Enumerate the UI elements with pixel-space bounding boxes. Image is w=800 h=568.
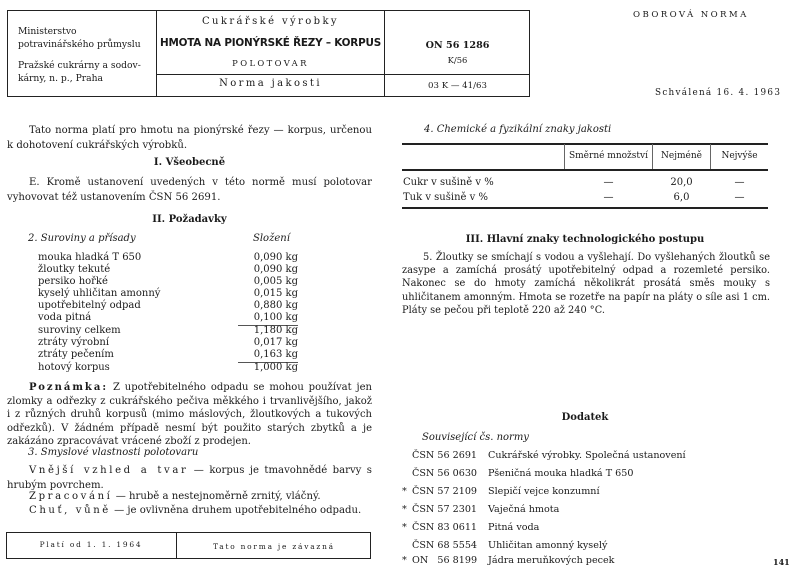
ingredient-amount: 0,090 kg	[253, 264, 298, 275]
valid-from: Platí od 1. 1. 1964	[39, 540, 143, 549]
ingredient-name: ztráty výrobní	[38, 337, 110, 348]
ministry-name	[18, 25, 141, 51]
ingredients-heading: 2. Suroviny a přísady	[28, 233, 136, 244]
cell-max: —	[734, 177, 745, 188]
org-line: kárny, n. p., Praha	[18, 73, 104, 84]
norm-type: Norma jakosti	[219, 78, 322, 89]
table-header-rule	[402, 169, 768, 171]
sensory-text: — hrubě a nestejnoměrně zrnitý, vláčný.	[112, 491, 321, 502]
cell-parameter: Cukr v sušině v %	[403, 177, 494, 188]
ingredient-amount: 0,100 kg	[253, 312, 298, 323]
sensory-text: — je ovlivněna druhem upotřebitelného odpadu.	[110, 505, 362, 516]
norm-title: Pitná voda	[488, 522, 540, 533]
norm-title: Cukrářské výrobky. Společná ustanovení	[488, 450, 686, 461]
ingredient-name: mouka hladká T 650	[38, 252, 142, 263]
norm-title: Slepičí vejce konzumní	[488, 486, 600, 497]
ingredient-name: suroviny celkem	[38, 325, 121, 336]
norm-number: ON 56 1286	[425, 40, 490, 51]
related-norm	[412, 449, 686, 463]
norm-class: K/56	[447, 55, 468, 65]
technology-paragraph: 5. Žloutky se smíchají s vodou a vyšlehají. Do vyšlehaných žloutků se zasype a zamíchá prosátý upotřebitelný odpad a rozemleté persiko. Nakonec se do hmoty zamíchá několikrát prosátá směs mouky s uhličitanem amonným. Hmota se rozetře na papír na pláty o síle asi 1 cm. Pláty se pečou při teplotě 220 až 240 °C.	[402, 252, 770, 316]
note-label: Poznámka:	[29, 382, 109, 393]
norm-code: ON 56 8199	[412, 555, 478, 566]
ingredient-amount: 0,880 kg	[253, 300, 298, 311]
sensory-label: Chuť, vůně	[29, 505, 111, 516]
cell-min: 6,0	[673, 192, 690, 203]
sensory-label: Vnější vzhled a tvar	[29, 465, 189, 476]
norm-id-block	[385, 10, 530, 97]
header-title-block	[157, 10, 384, 97]
norm-code: ČSN 68 5554	[412, 540, 478, 551]
star-marker: *	[402, 522, 407, 533]
ingredient-name: žloutky tekuté	[38, 264, 111, 275]
norm-ref: 03 K — 41/63	[428, 81, 487, 91]
appendix-subheading: Související čs. normy	[422, 432, 529, 443]
norm-title: Pšeničná mouka hladká T 650	[488, 468, 634, 479]
related-norm	[412, 467, 633, 481]
table-bottom-rule	[402, 207, 768, 209]
ingredient-row	[38, 300, 298, 312]
star-marker: *	[402, 486, 407, 497]
sensory-heading: 3. Smyslové vlastnosti polotovaru	[28, 447, 199, 458]
ingredient-amount: 0,017 kg	[253, 337, 298, 348]
norm-title: Vaječná hmota	[488, 504, 560, 515]
sensory-label: Zpracování	[29, 491, 113, 502]
section-heading-general: I. Všeobecně	[153, 157, 226, 168]
star-marker: *	[402, 504, 407, 515]
ingredient-row	[38, 276, 298, 288]
table-top-rule	[402, 143, 768, 145]
related-norm	[412, 539, 607, 553]
ingredient-row	[38, 252, 298, 264]
norm-code: ČSN 56 0630	[412, 468, 478, 479]
ingredient-row	[38, 312, 298, 324]
norm-code: ČSN 56 2691	[412, 450, 478, 461]
related-norm	[402, 503, 560, 517]
ingredient-amount: 0,005 kg	[253, 276, 298, 287]
ingredient-name: kyselý uhličitan amonný	[38, 288, 161, 299]
sensory-taste	[7, 504, 372, 519]
page-number: 141	[773, 557, 790, 567]
norm-code: ČSN 57 2301	[412, 504, 478, 515]
related-norm	[402, 521, 540, 535]
general-paragraph: E. Kromě ustanovení uvedených v této normě musí polotovar vyhovovat též ustanovením ČSN 56 2691.	[7, 177, 372, 203]
ingredient-amount: 0,163 kg	[253, 349, 298, 360]
ingredient-amount: 1,180 kg	[253, 325, 298, 336]
norm-title: Jádra meruňkových pecek	[488, 555, 615, 566]
cell-guide: —	[603, 192, 614, 203]
ingredient-name: ztráty pečením	[38, 349, 114, 360]
ingredient-row	[38, 264, 298, 276]
org-line: potravinářského průmyslu	[18, 39, 141, 50]
intro-paragraph: Tato norma platí pro hmotu na pionýrské řezy — korpus, určenou k dohotovení cukrářských výrobků.	[7, 125, 372, 151]
note-text: Z upotřebitelného odpadu se mohou používat jen zlomky a odřezky z cukrářského pečiva měkkého i trvanlivějšího, jakož i z různých druhů korpusů (mimo máslových, žloutkových a tukových odřezků). V žádném případě nesmí být použito starých zbytků a je zakázáno zpracovávat vrácené zboží z prodejen.	[7, 382, 372, 447]
ingredient-amount: 0,015 kg	[253, 288, 298, 299]
norm-title: Uhličitan amonný kyselý	[488, 540, 608, 551]
ingredient-name: upotřebitelný odpad	[38, 300, 141, 311]
ingredient-amount: 0,090 kg	[253, 252, 298, 263]
org-line: Ministerstvo	[18, 26, 77, 37]
ingredient-row	[38, 362, 298, 374]
ingredient-row	[38, 349, 298, 361]
product-category: Cukrářské výrobky	[202, 16, 339, 27]
ingredient-row	[38, 337, 298, 349]
ingredient-name: voda pitná	[38, 312, 92, 323]
sensory-texture	[7, 490, 372, 505]
cell-max: —	[734, 192, 745, 203]
branch-label: OBOROVÁ NORMA	[633, 10, 749, 20]
col-header-guide: Směrné množství	[568, 151, 648, 161]
ingredient-name: hotový korpus	[38, 362, 110, 373]
ingredient-row	[38, 325, 298, 337]
cell-min: 20,0	[670, 177, 693, 188]
sensory-text: — korpus je tmavohnědé barvy s hrubým povrchem.	[7, 465, 372, 491]
norm-code: ČSN 83 0611	[412, 522, 478, 533]
composition-heading: Složení	[253, 233, 290, 244]
binding-statement: Tato norma je závazná	[213, 542, 335, 551]
chemical-heading: 4. Chemické a fyzikální znaky jakosti	[424, 124, 612, 135]
org-line: Pražské cukrárny a sodov-	[18, 60, 141, 71]
section-heading-technology: III. Hlavní znaky technologického postupu	[465, 234, 705, 245]
document-title: HMOTA NA PIONÝRSKÉ ŘEZY – KORPUS	[159, 37, 382, 49]
section-heading-requirements: II. Požadavky	[152, 214, 227, 225]
related-norm	[402, 554, 615, 568]
approval-date: Schválená 16. 4. 1963	[655, 88, 782, 98]
norm-code: ČSN 57 2109	[412, 486, 478, 497]
ingredient-name: persiko hořké	[38, 276, 108, 287]
cell-guide: —	[603, 177, 614, 188]
ingredient-amount: 1,000 kg	[253, 362, 298, 373]
document-subtitle: POLOTOVAR	[232, 58, 309, 68]
appendix-heading: Dodatek	[561, 412, 609, 423]
cell-parameter: Tuk v sušině v %	[403, 192, 488, 203]
related-norm	[402, 485, 600, 499]
ingredient-row	[38, 288, 298, 300]
note-paragraph	[7, 381, 372, 449]
star-marker: *	[402, 555, 407, 566]
sensory-appearance	[7, 464, 372, 493]
issuer-name	[18, 59, 141, 85]
col-header-max: Nejvýše	[721, 151, 758, 161]
col-header-min: Nejméně	[661, 151, 702, 161]
